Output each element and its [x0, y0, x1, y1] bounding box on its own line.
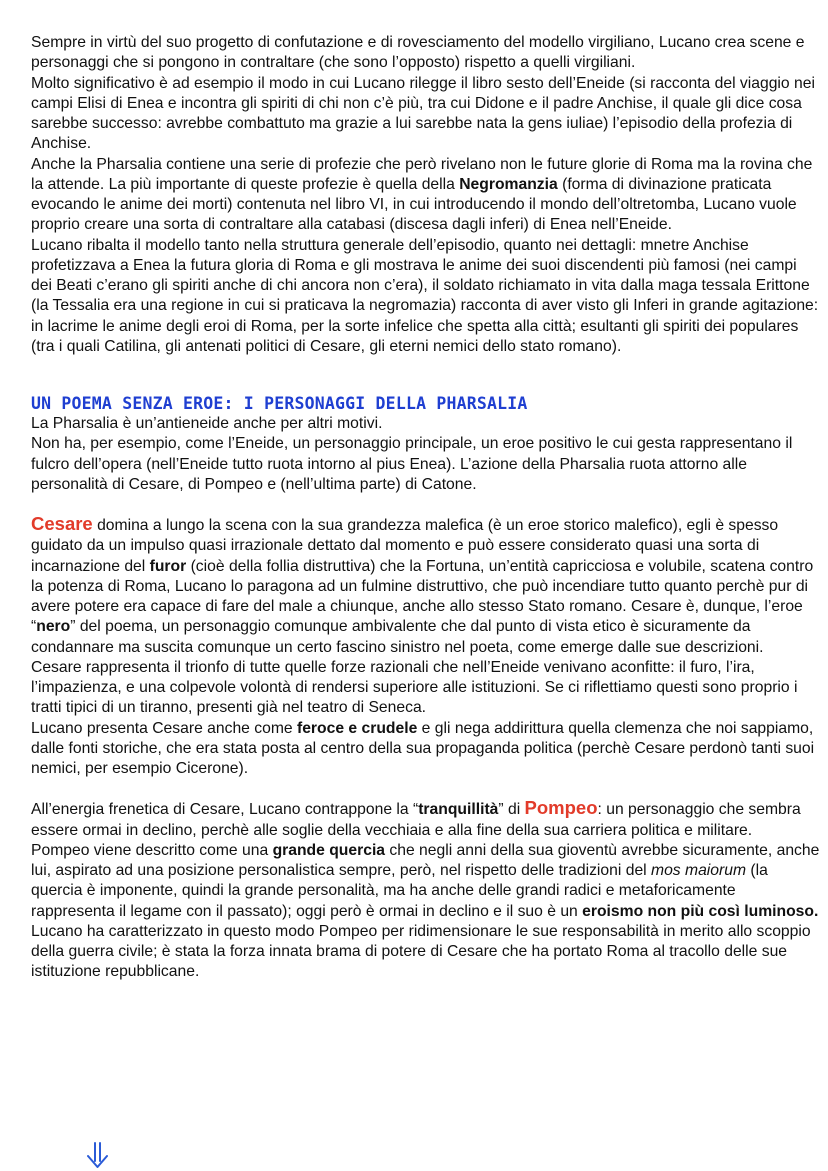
paragraph-intro-3: Anche la Pharsalia contiene una serie di profezie che però rivelano non le future glorie di Roma ma la rovina che la attende. La più importante di queste profezie è quella della Negromanzia (forma di divinazione praticata evocando le anime dei morti) contenuta nel libro VI, in cui introducendo il mondo dell’oltretomba, Lucano vuole proprio creare una sorta di contraltare alla catabasi (discesa dagli inferi) di Enea nell’Eneide. [31, 155, 813, 234]
paragraph-pompeo-3: Lucano ha caratterizzato in questo modo Pompeo per ridimensionare le sue responsabilità in merito allo scoppio della guerra civile; è stata la forza innata brama di potere di Cesare che ha portato Roma al tracollo delle sue istituzione repubblicane. [31, 922, 811, 981]
paragraph-intro-1: Sempre in virtù del suo progetto di confutazione e di rovesciamento del modello virgiliano, Lucano crea scene e personaggi che si pongono in contraltare (che sono l’opposto) rispetto a quelli virgiliani. [31, 34, 805, 72]
section-heading: UN POEMA SENZA EROE: I PERSONAGGI DELLA PHARSALIA [31, 394, 528, 413]
negromanzia-term: Negromanzia [459, 175, 558, 193]
down-arrow-icon [84, 1141, 110, 1169]
paragraph-cesare-3: Lucano presenta Cesare anche come feroce e crudele e gli nega addirittura quella clemenza che noi sappiamo, dalle fonti storiche, che era stata posta al centro della sua propaganda politica (perchè Cesare perdonò tanti suoi nemici, per esempio Cicerone). [31, 719, 815, 777]
document-page [31, 33, 821, 983]
paragraph-intro-2: Molto significativo è ad esempio il modo in cui Lucano rilegge il libro sesto dell’Eneide (si racconta del viaggio nei campi Elisi di Enea e incontra gli spiriti di chi non c’è più, tra cui Didone e il padre Anchise, il quale gli dice cosa sarebbe successo: avrebbe combattuto ma grazie a lui sarebbe nata la gens iuliae) l’episodio della profezia di Anchise. [31, 74, 815, 153]
paragraph-section-1: La Pharsalia è un’antieneide anche per altri motivi. [31, 415, 383, 432]
paragraph-section-2: Non ha, per esempio, come l’Eneide, un personaggio principale, un eroe positivo le cui gesta rappresentano il fulcro dell’opera (nell’Eneide tutto ruota intorno al pius Enea). L’azione della Pharsalia ruota attorno alle personalità di Cesare, di Pompeo e (nell’ultima parte) di Catone. [31, 435, 793, 493]
cesare-name: Cesare [31, 513, 93, 534]
paragraph-pompeo-1: All’energia frenetica di Cesare, Lucano contrappone la “tranquillità” di Pompeo: un personaggio che sembra essere ormai in declino, perchè alle soglie della vecchiaia e alla fine della sua carriera politica e militare. [31, 797, 801, 839]
paragraph-cesare-1: Cesare domina a lungo la scena con la sua grandezza malefica (è un eroe storico malefico), egli è spesso guidato da un impulso quasi irrazionale dettato dal momento e può essere considerato quasi una sorta di incarnazione del furor (cioè della follia distruttiva) che la Fortuna, un’entità capricciosa e volubile, scatena contro la potenza di Roma, Lucano lo paragona ad un fulmine distruttivo, che può incendiare tutto quanto perchè pur di avere potere era capace di fare del male a chiunque, anche allo stesso Stato romano. Cesare è, dunque, l’eroe “nero” del poema, un personaggio comunque ambivalente che dal punto di vista etico è sicuramente da condannare ma suscita comunque un certo fascino sinistro nel poeta, come emerge dalle sue descrizioni. [31, 513, 814, 656]
paragraph-intro-4: Lucano ribalta il modello tanto nella struttura generale dell’episodio, quanto nei dettagli: mnetre Anchise profetizzava a Enea la futura gloria di Roma e gli mostrava le anime dei suoi discendenti più famosi (nei campi dei Beati c’erano gli spiriti anche di chi ancora non c’era), il soldato richiamato in vita dalla maga tessala Erittone (la Tessalia era una regione in cui si praticava la negromazia) racconta di aver visto gli Inferi in grande agitazione: in lacrime le anime degli eroi di Roma, per la sorte infelice che spetta alla città; esultanti gli spiriti dei populares (tra i quali Catilina, gli antenati politici di Cesare, gli eterni nemici dello stato romano). [31, 236, 819, 355]
paragraph-pompeo-2: Pompeo viene descritto come una grande quercia che negli anni della sua gioventù avrebbe sicuramente, anche lui, aspirato ad una posizione personalistica sempre, però, nel rispetto delle tradizioni del mos maiorum (la quercia è imponente, quindi la grande personalità, ma ha anche delle grandi radici e metaforicamente rappresenta il legame con il passato); oggi però è ormai in declino e il suo è un eroismo non più così luminoso. [31, 841, 820, 920]
pompeo-name: Pompeo [524, 797, 598, 819]
paragraph-cesare-2: Cesare rappresenta il trionfo di tutte quelle forze razionali che nell’Eneide venivano aconfitte: il furo, l’ira, l’impazienza, e una colpevole volontà di rendersi superiore alle istituzioni. Se ci riflettiamo questi sono proprio i tratti tipici di un tiranno, presenti già nel teatro di Seneca. [31, 658, 798, 717]
